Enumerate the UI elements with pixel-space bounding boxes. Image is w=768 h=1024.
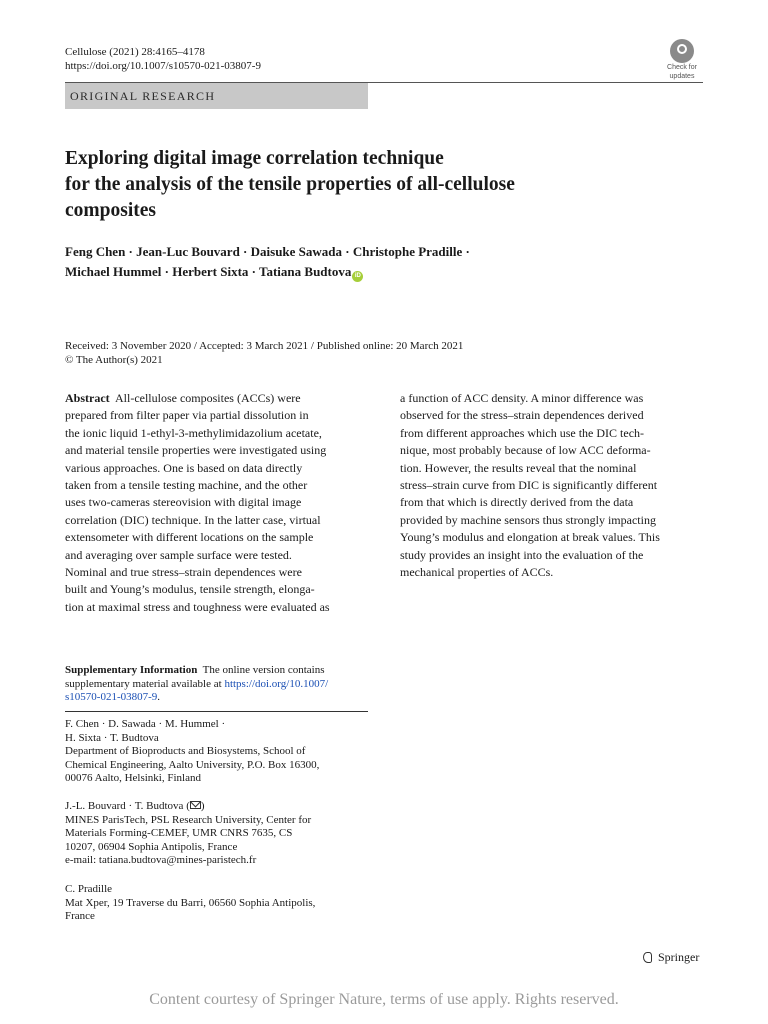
publisher-logo xyxy=(642,950,699,965)
copyright-line: © The Author(s) 2021 xyxy=(65,354,163,366)
abstract-line: nique, most probably because of low ACC deforma- xyxy=(400,443,651,458)
supp-end: . xyxy=(157,691,161,703)
supp-label: Supplementary Information xyxy=(65,664,198,676)
affil-head xyxy=(65,800,368,814)
crossmark-label-1: Check for xyxy=(667,64,697,71)
affil-line: 10207, 06904 Sophia Antipolis, France xyxy=(65,840,238,853)
section-band xyxy=(65,83,368,109)
affil-email[interactable]: e-mail: tatiana.budtova@mines-paristech.fr xyxy=(65,854,257,866)
title-line: for the analysis of the tensile properties of all-cellulose xyxy=(65,174,515,195)
affil-line: France xyxy=(65,910,95,922)
springer-horse-icon xyxy=(642,951,654,965)
affil-paren: ) xyxy=(200,800,205,812)
abstract-text: All-cellulose composites (ACCs) were xyxy=(109,391,301,405)
affiliation-matxper xyxy=(65,883,368,924)
supp-line-2 xyxy=(65,678,368,692)
abstract-line: the ionic liquid 1-ethyl-3-methylimidazolium acetate, xyxy=(65,425,322,440)
affiliation-rule xyxy=(65,711,368,712)
authors-line-2 xyxy=(65,262,470,282)
abstract-label: Abstract xyxy=(65,391,110,405)
abstract-line: Young’s modulus and elongation at break values. This xyxy=(400,530,660,545)
affil-authors: J.-L. Bouvard · T. Budtova ( xyxy=(65,800,190,812)
abstract-line: taken from a tensile testing machine, and the other xyxy=(65,478,308,493)
abstract-line: study provides an insight into the evaluation of the xyxy=(400,547,644,562)
title-line: Exploring digital image correlation technique xyxy=(65,148,444,169)
abstract-line: provided by machine sensors thus strongly impacting xyxy=(400,512,656,527)
dates-line: Received: 3 November 2020 / Accepted: 3 March 2021 / Published online: 20 March 2021 xyxy=(65,340,464,352)
affil-line: Chemical Engineering, Aalto University, P.O. Box 16300, xyxy=(65,758,320,771)
abstract-line: and material tensile properties were investigated using xyxy=(65,443,327,458)
supplementary-information xyxy=(65,664,368,705)
supp-link[interactable]: https://doi.org/10.1007/ xyxy=(224,677,329,690)
affil-line: Materials Forming-CEMEF, UMR CNRS 7635, CS xyxy=(65,827,293,839)
abstract-line: Nominal and true stress–strain dependences were xyxy=(65,565,302,580)
affil-line: MINES ParisTech, PSL Research University, Center for xyxy=(65,813,312,826)
article-title xyxy=(65,146,665,224)
supp-text: supplementary material available at xyxy=(65,677,225,690)
abstract-line: tion at maximal stress and toughness were evaluated as xyxy=(65,599,330,614)
abstract-line: from different approaches which use the DIC tech- xyxy=(400,425,645,440)
abstract-line: tion. However, the results reveal that the nominal xyxy=(400,460,637,475)
abstract-line: mechanical properties of ACCs. xyxy=(400,565,554,580)
affil-line: Department of Bioproducts and Biosystems, School of xyxy=(65,745,306,757)
affiliation-mines xyxy=(65,800,368,868)
affil-line: F. Chen · D. Sawada · M. Hummel · xyxy=(65,718,226,730)
doi-link[interactable]: https://doi.org/10.1007/s10570-021-03807-9 xyxy=(65,60,261,72)
affil-line: 00076 Aalto, Helsinki, Finland xyxy=(65,772,201,784)
publication-dates xyxy=(65,339,463,367)
crossmark-label-2: updates xyxy=(669,73,695,80)
abstract-line: and averaging over sample surface were tested. xyxy=(65,547,292,562)
abstract-left-column xyxy=(65,390,368,616)
affil-line: H. Sixta · T. Budtova xyxy=(65,731,159,744)
abstract-line: from that which is directly derived from the data xyxy=(400,495,634,510)
abstract-line: stress–strain curve from DIC is significantly different xyxy=(400,478,658,493)
abstract-right-column xyxy=(400,390,703,581)
crossmark-icon xyxy=(670,39,694,63)
title-line: composites xyxy=(65,200,156,221)
authors-line: Michael Hummel · Herbert Sixta · Tatiana Budtova xyxy=(65,264,352,279)
supp-text: The online version contains xyxy=(197,664,325,676)
section-label: ORIGINAL RESEARCH xyxy=(70,89,216,103)
affil-line: Mat Xper, 19 Traverse du Barri, 06560 Sophia Antipolis, xyxy=(65,896,316,909)
abstract-first-line xyxy=(65,390,368,407)
abstract-line: correlation (DIC) technique. In the latter case, virtual xyxy=(65,512,321,527)
affil-line: C. Pradille xyxy=(65,883,113,895)
orcid-icon[interactable]: iD xyxy=(352,271,363,282)
affiliation-aalto xyxy=(65,718,368,786)
abstract-line: various approaches. One is based on data directly xyxy=(65,460,303,475)
abstract-line: uses two-cameras stereovision with digital image xyxy=(65,495,302,510)
check-for-updates-badge[interactable] xyxy=(660,39,704,79)
abstract-line: prepared from filter paper via partial dissolution in xyxy=(65,408,309,423)
abstract-line: extensometer with different locations on the sample xyxy=(65,530,314,545)
supp-line-1 xyxy=(65,664,368,678)
supp-line-3 xyxy=(65,691,368,705)
journal-citation: Cellulose (2021) 28:4165–4178 xyxy=(65,46,205,58)
footer-notice: Content courtesy of Springer Nature, terms of use apply. Rights reserved. xyxy=(149,991,619,1008)
abstract-line: built and Young’s modulus, tensile strength, elonga- xyxy=(65,582,315,597)
abstract-line: observed for the stress–strain dependences derived xyxy=(400,408,644,423)
publisher-name: Springer xyxy=(658,950,700,964)
journal-header xyxy=(65,45,261,73)
envelope-icon[interactable] xyxy=(190,801,201,809)
authors-line: Feng Chen · Jean-Luc Bouvard · Daisuke Sawada · Christophe Pradille · xyxy=(65,244,470,259)
supp-link[interactable]: s10570-021-03807-9 xyxy=(65,691,158,703)
author-list xyxy=(65,242,470,282)
abstract-line: a function of ACC density. A minor difference was xyxy=(400,391,644,405)
